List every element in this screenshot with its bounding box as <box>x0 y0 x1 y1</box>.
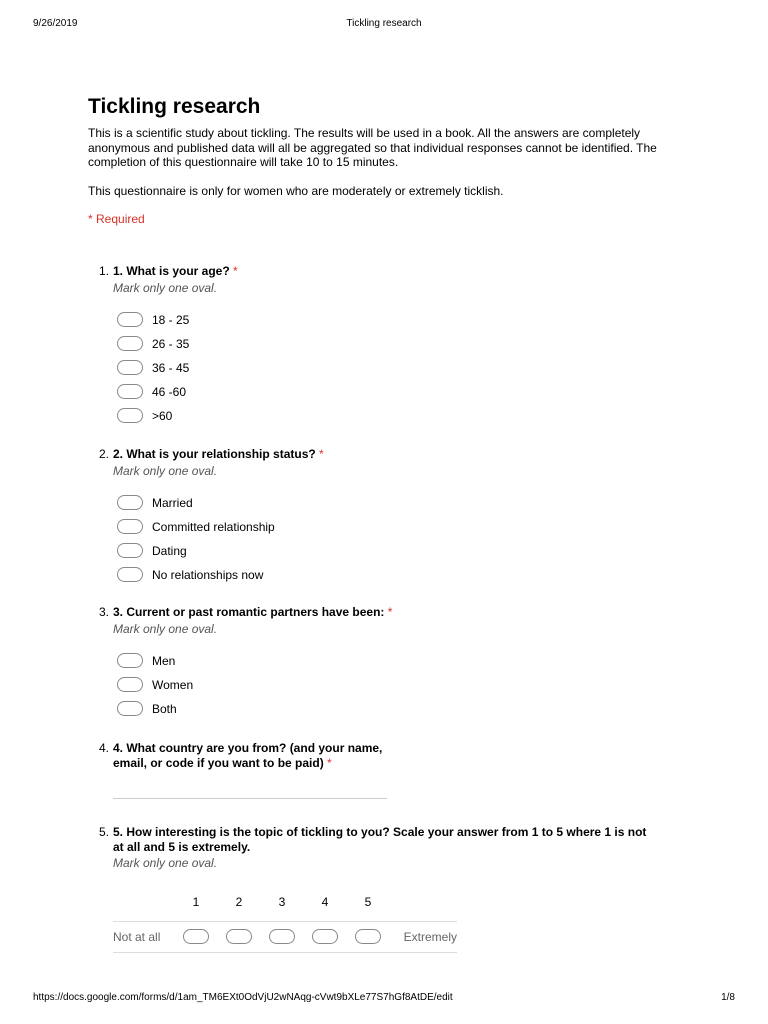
required-asterisk: * <box>233 264 238 278</box>
option-46-60[interactable] <box>117 380 679 404</box>
option-dating[interactable] <box>117 539 679 563</box>
scale-number-5: 5 <box>364 895 372 909</box>
option-18-25[interactable] <box>117 308 679 332</box>
scale-oval-5[interactable] <box>355 929 381 944</box>
question-interest-scale <box>99 825 679 870</box>
question-number: 5. <box>99 825 110 839</box>
option-women[interactable] <box>117 673 679 697</box>
scale-number-1: 1 <box>192 895 200 909</box>
option-label: Women <box>152 677 194 692</box>
scale-high-label: Extremely <box>403 930 457 944</box>
option-label: Committed relationship <box>152 519 275 534</box>
radio-oval[interactable] <box>117 408 143 423</box>
question-text-line1: 5. How interesting is the topic of tickling to you? Scale your answer from 1 to 5 where 1 is not <box>113 825 647 839</box>
options-list <box>117 308 679 428</box>
radio-oval[interactable] <box>117 519 143 534</box>
question-number: 3. <box>99 605 110 619</box>
radio-oval[interactable] <box>117 653 143 668</box>
option-label: Men <box>152 653 176 668</box>
form-intro: This questionnaire is only for women who are moderately or extremely ticklish. <box>88 184 504 198</box>
question-country <box>99 741 679 770</box>
required-note: * Required <box>88 212 145 226</box>
option-label: 46 -60 <box>152 384 187 399</box>
print-date: 9/26/2019 <box>33 18 78 29</box>
form-title: Tickling research <box>88 95 261 118</box>
radio-oval[interactable] <box>117 567 143 582</box>
question-help: Mark only one oval. <box>113 280 218 295</box>
print-url: https://docs.google.com/forms/d/1am_TM6EXt0OdVjU2wNAqg-cVwt9bXLe77S7hGf8AtDE/edit <box>33 992 453 1003</box>
required-asterisk: * <box>387 605 393 619</box>
option-both[interactable] <box>117 697 679 721</box>
option-36-45[interactable] <box>117 356 679 380</box>
question-age <box>99 264 679 428</box>
required-asterisk: * <box>319 447 324 461</box>
question-text-line2: email, or code if you want to be paid) <box>113 755 324 770</box>
radio-oval[interactable] <box>117 336 143 351</box>
question-number: 2. <box>99 447 110 461</box>
question-text: 3. Current or past romantic partners have been: <box>113 605 385 619</box>
options-list <box>117 649 679 721</box>
option-label: >60 <box>152 408 173 423</box>
option-no-relationships[interactable] <box>117 563 679 587</box>
print-title: Tickling research <box>346 18 422 29</box>
question-text: 2. What is your relationship status? <box>113 447 316 461</box>
question-title <box>99 825 679 854</box>
radio-oval[interactable] <box>117 384 143 399</box>
option-label: Both <box>152 701 177 716</box>
option-married[interactable] <box>117 491 679 515</box>
scale-number-3: 3 <box>278 895 286 909</box>
question-text: 1. What is your age? <box>113 264 230 278</box>
scale-oval-4[interactable] <box>312 929 338 944</box>
radio-oval[interactable] <box>117 543 143 558</box>
question-title <box>99 605 679 620</box>
question-title <box>99 447 679 462</box>
scale-row <box>113 921 457 953</box>
option-label: No relationships now <box>152 567 264 582</box>
question-relationship-status <box>99 447 679 587</box>
question-number: 4. <box>99 741 110 755</box>
radio-oval[interactable] <box>117 312 143 327</box>
form-description: This is a scientific study about tickling. The results will be used in a book. All the answers are completely anonymous and published data will all be aggregated so that individual responses cannot be identified. The completion of this questionnaire will take 10 to 15 minutes. <box>88 126 657 169</box>
options-list <box>117 491 679 587</box>
option-committed-relationship[interactable] <box>117 515 679 539</box>
option-label: 26 - 35 <box>152 336 190 351</box>
print-footer <box>33 992 735 1006</box>
option-label: 36 - 45 <box>152 360 190 375</box>
scale-number-4: 4 <box>321 895 329 909</box>
radio-oval[interactable] <box>117 677 143 692</box>
radio-oval[interactable] <box>117 701 143 716</box>
question-help: Mark only one oval. <box>113 856 218 870</box>
scale-oval-3[interactable] <box>269 929 295 944</box>
question-title <box>99 264 679 279</box>
question-help: Mark only one oval. <box>113 621 218 636</box>
page-number: 1/8 <box>721 992 735 1003</box>
scale-low-label: Not at all <box>113 930 161 944</box>
option-label: Married <box>152 495 193 510</box>
country-answer-field[interactable] <box>113 798 387 799</box>
option-26-35[interactable] <box>117 332 679 356</box>
option-label: 18 - 25 <box>152 312 190 327</box>
option-men[interactable] <box>117 649 679 673</box>
print-header <box>33 18 735 32</box>
required-asterisk: * <box>327 755 332 770</box>
question-text-line1: 4. What country are you from? (and your name, <box>113 741 383 755</box>
question-help: Mark only one oval. <box>113 463 218 478</box>
radio-oval[interactable] <box>117 360 143 375</box>
question-text-line2: at all and 5 is extremely. <box>113 839 251 854</box>
scale-numbers <box>113 893 457 910</box>
scale-oval-1[interactable] <box>183 929 209 944</box>
radio-oval[interactable] <box>117 495 143 510</box>
question-title <box>99 741 679 770</box>
question-partners <box>99 605 679 721</box>
linear-scale <box>113 893 457 944</box>
question-number: 1. <box>99 264 110 278</box>
scale-number-2: 2 <box>235 895 243 909</box>
scale-oval-2[interactable] <box>226 929 252 944</box>
option-label: Dating <box>152 543 187 558</box>
option-over-60[interactable] <box>117 404 679 428</box>
